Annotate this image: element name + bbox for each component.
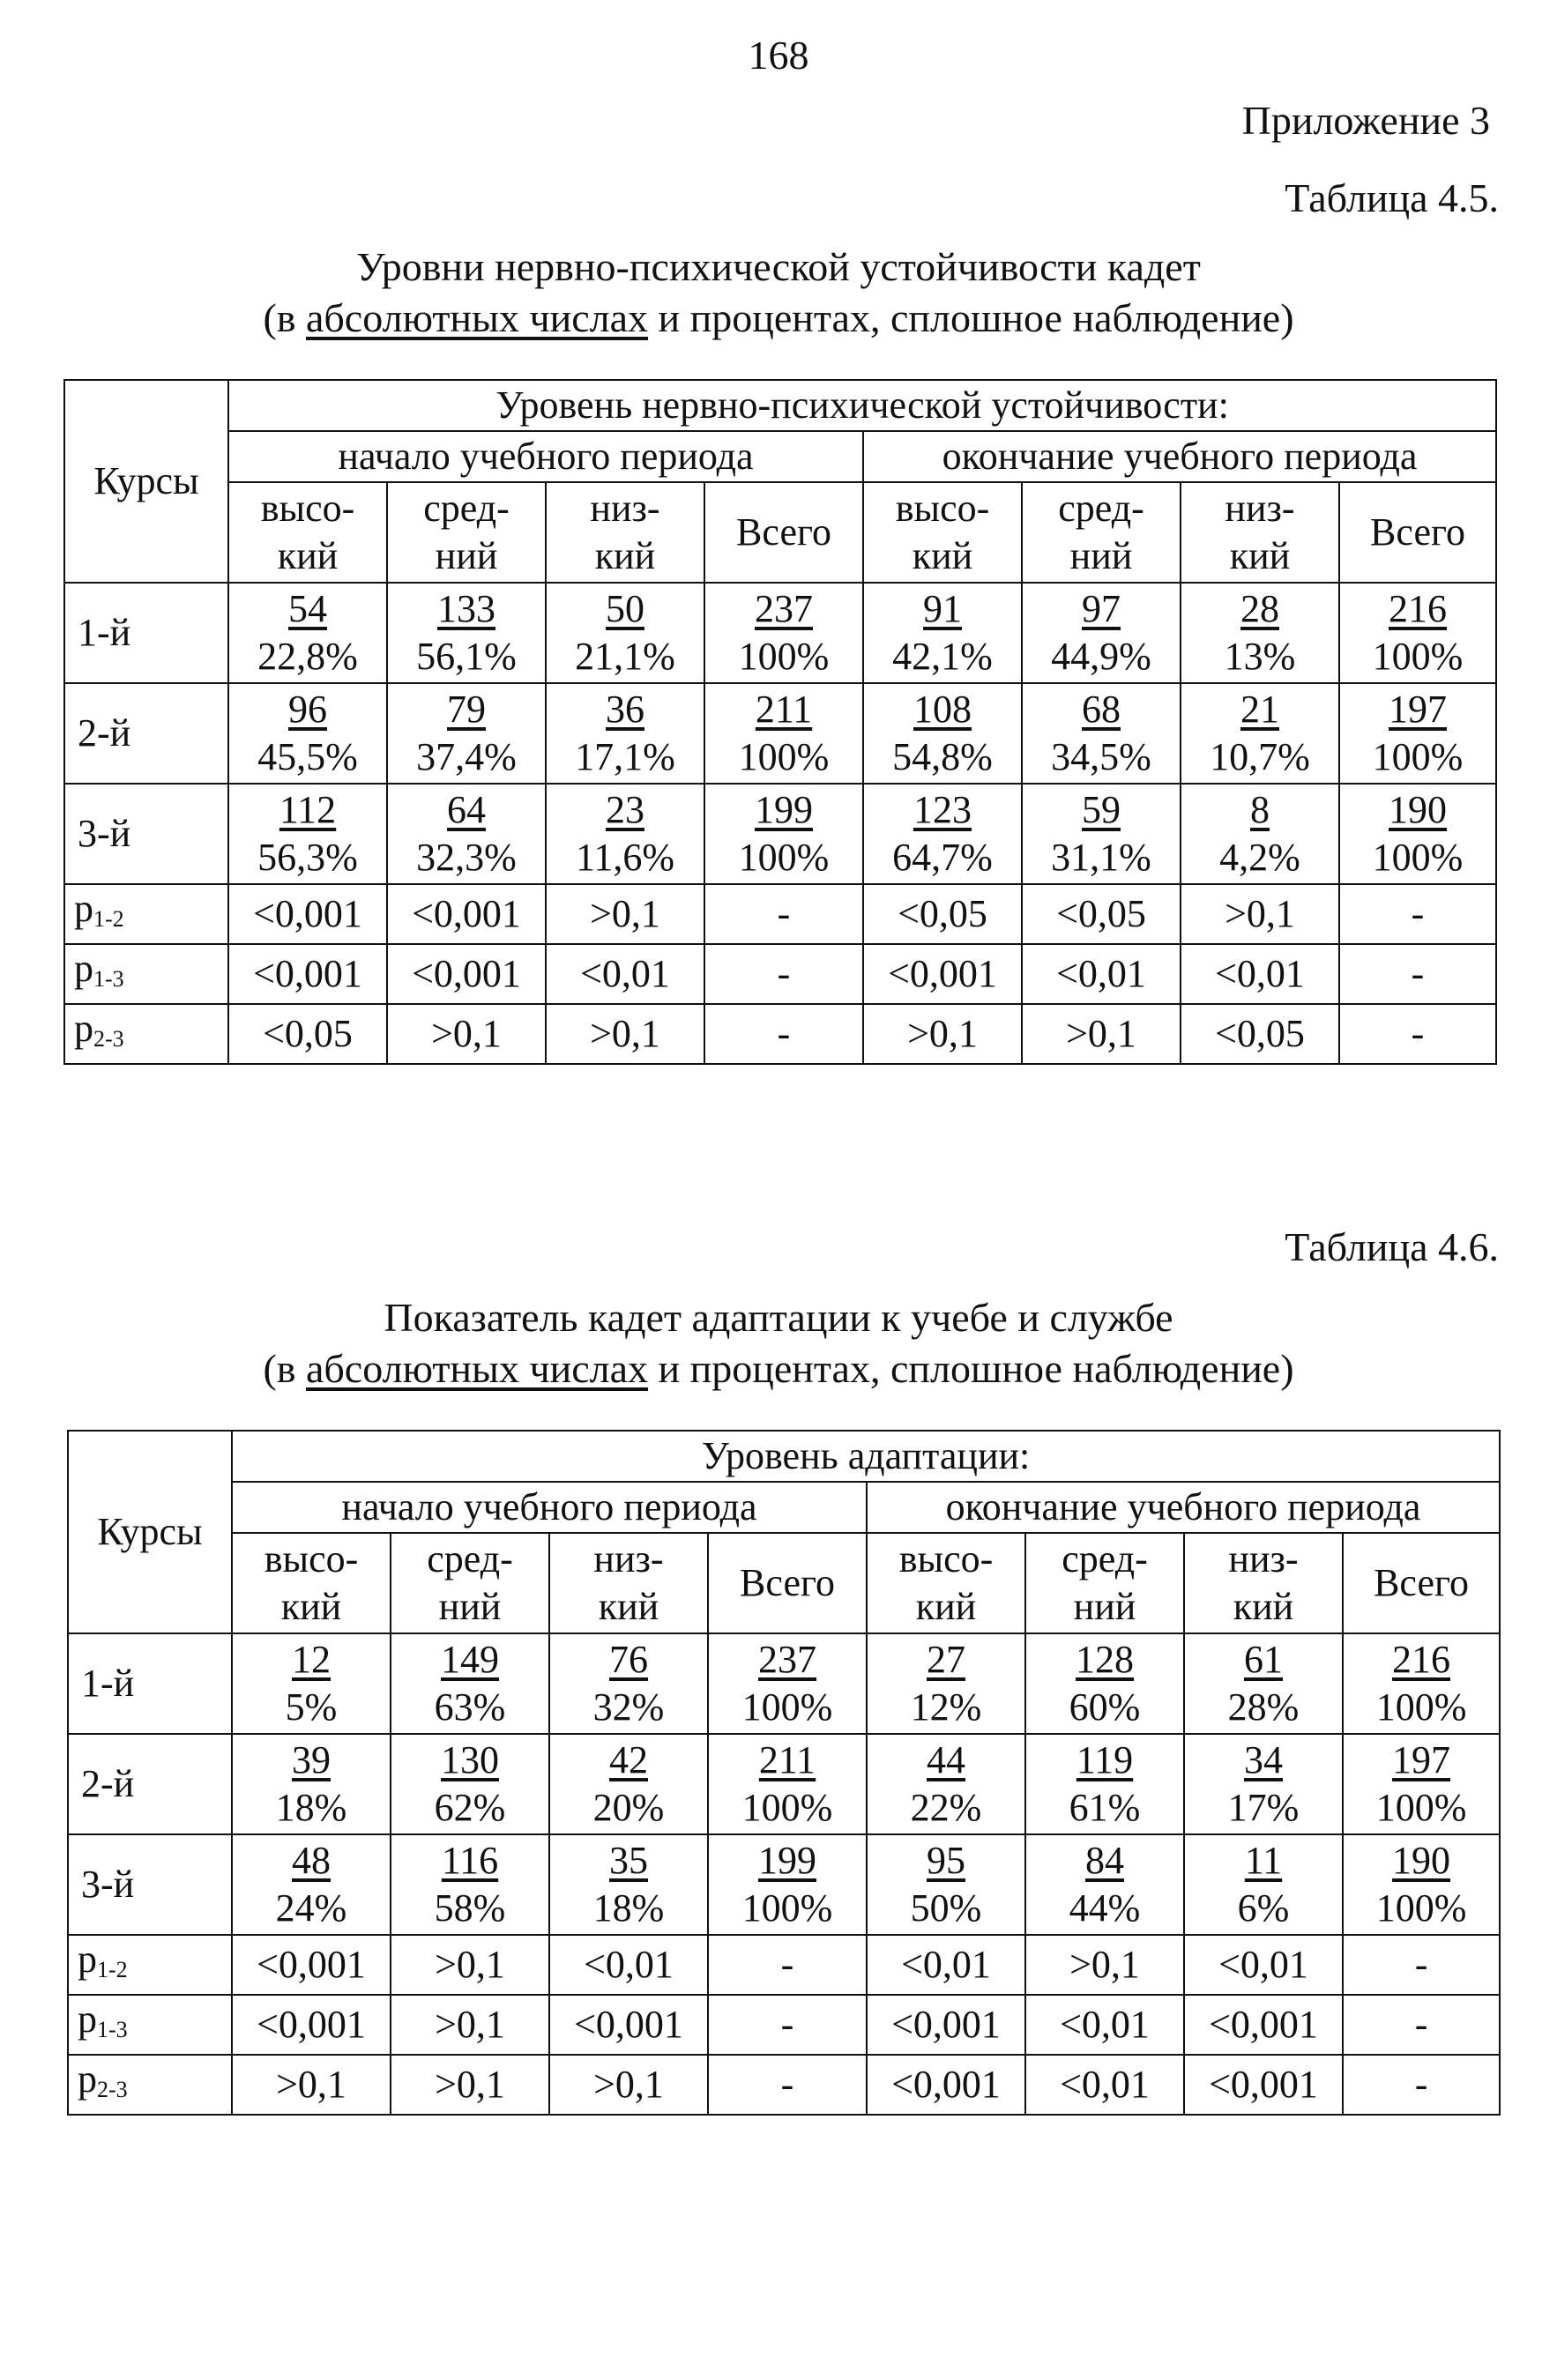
percent-value: 100% <box>1375 1786 1467 1829</box>
value-cell <box>867 1633 1025 1734</box>
p-value-cell: <0,01 <box>867 1935 1025 1995</box>
sub-header-cell <box>1343 1533 1500 1633</box>
count-value: 36 <box>606 688 644 731</box>
p-value-cell: >0,1 <box>863 1004 1022 1064</box>
p-value-cell: <0,01 <box>1181 944 1339 1004</box>
count-value: 61 <box>1244 1638 1283 1681</box>
percent-value: 20% <box>592 1786 665 1829</box>
p-value-cell: - <box>704 884 863 944</box>
header-row <box>68 1431 1500 1482</box>
percent-value: 64,7% <box>892 836 993 879</box>
percent-value: 63% <box>434 1685 506 1729</box>
value-cell <box>704 583 863 683</box>
count-value: 133 <box>437 587 495 630</box>
p-value-row <box>68 1935 1500 1995</box>
p-value-cell: - <box>1343 1995 1500 2055</box>
p-symbol: p <box>78 1997 97 2041</box>
percent-value: 17% <box>1227 1786 1300 1829</box>
sub-header-line: кий <box>912 534 973 577</box>
p-value-cell: - <box>708 1935 867 1995</box>
sub-header-line: кий <box>915 1585 977 1628</box>
p-value-cell: - <box>708 1995 867 2055</box>
sub-header-cell <box>863 482 1022 583</box>
value-cell <box>867 1734 1025 1834</box>
count-value: 21 <box>1240 688 1279 731</box>
sub-header-cell <box>546 482 704 583</box>
count-value: 237 <box>755 587 813 630</box>
percent-value: 17,1% <box>575 735 675 778</box>
percent-value: 18% <box>275 1786 347 1829</box>
p-value-cell: <0,01 <box>1025 2055 1184 2115</box>
percent-value: 100% <box>1372 836 1464 879</box>
sub-header-line: кий <box>277 534 339 577</box>
data-table-4-5 <box>63 379 1497 1065</box>
sub-header-line: Всего <box>736 510 831 554</box>
value-cell <box>549 1834 708 1935</box>
percent-value: 22% <box>910 1786 982 1829</box>
sub-header-line: высо- <box>898 1537 994 1580</box>
sub-header-cell <box>1184 1533 1343 1633</box>
percent-value: 32% <box>592 1685 665 1729</box>
count-value: 12 <box>292 1638 331 1681</box>
count-value: 68 <box>1082 688 1121 731</box>
course-cell: 2-й <box>64 683 228 784</box>
percent-value: 12% <box>910 1685 982 1729</box>
value-cell <box>546 683 704 784</box>
percent-value: 11,6% <box>575 836 675 879</box>
count-value: 76 <box>609 1638 648 1681</box>
p-value-cell: - <box>1339 884 1496 944</box>
value-cell <box>1343 1633 1500 1734</box>
count-value: 190 <box>1392 1839 1451 1882</box>
table-row <box>68 1834 1500 1935</box>
value-cell <box>549 1633 708 1734</box>
value-cell <box>1343 1734 1500 1834</box>
value-cell <box>391 1633 549 1734</box>
header-period-start: начало учебного периода <box>228 431 863 482</box>
percent-value: 100% <box>1372 635 1464 678</box>
p-value-cell: <0,01 <box>546 944 704 1004</box>
p-value-cell: <0,05 <box>863 884 1022 944</box>
p-value-cell: >0,1 <box>232 2055 391 2115</box>
course-cell: 1-й <box>64 583 228 683</box>
value-cell <box>708 1633 867 1734</box>
page-number: 168 <box>748 33 809 78</box>
percent-value: 13% <box>1224 635 1296 678</box>
percent-value: 100% <box>1375 1886 1467 1930</box>
count-value: 119 <box>1076 1738 1134 1781</box>
p-value-cell: <0,001 <box>863 944 1022 1004</box>
count-value: 28 <box>1240 587 1279 630</box>
count-value: 34 <box>1244 1738 1283 1781</box>
percent-value: 100% <box>738 836 830 879</box>
sub-header-cell <box>387 482 546 583</box>
p-value-cell: - <box>704 1004 863 1064</box>
sub-header-line: высо- <box>895 487 990 530</box>
p-value-row <box>64 1004 1496 1064</box>
sub-header-line: низ- <box>1228 1537 1299 1580</box>
header-period-end: окончание учебного периода <box>863 431 1496 482</box>
sub-header-cell <box>1022 482 1181 583</box>
value-cell <box>704 683 863 784</box>
course-cell: 2-й <box>68 1734 232 1834</box>
percent-value: 100% <box>741 1786 833 1829</box>
percent-value: 18% <box>592 1886 665 1930</box>
value-cell <box>1184 1734 1343 1834</box>
p-value-cell: >0,1 <box>387 1004 546 1064</box>
value-cell <box>549 1734 708 1834</box>
count-value: 123 <box>913 788 972 831</box>
count-value: 35 <box>609 1839 648 1882</box>
value-cell <box>1343 1834 1500 1935</box>
value-cell <box>708 1734 867 1834</box>
p-value-cell: <0,001 <box>549 1995 708 2055</box>
value-cell <box>867 1834 1025 1935</box>
p-symbol: p <box>74 1007 93 1050</box>
p-symbol: p <box>78 2057 97 2101</box>
p-value-cell: >0,1 <box>391 1935 549 1995</box>
sub-header-line: ний <box>438 1585 502 1628</box>
table-row <box>64 583 1496 683</box>
value-cell <box>1022 583 1181 683</box>
table-row <box>64 683 1496 784</box>
count-value: 216 <box>1389 587 1447 630</box>
count-value: 128 <box>1076 1638 1134 1681</box>
percent-value: 24% <box>275 1886 347 1930</box>
header-row <box>64 431 1496 482</box>
p-value-cell: <0,001 <box>387 944 546 1004</box>
percent-value: 4,2% <box>1219 836 1300 879</box>
count-value: 197 <box>1389 688 1447 731</box>
count-value: 237 <box>758 1638 816 1681</box>
value-cell <box>391 1834 549 1935</box>
table-label-4-5: Таблица 4.5. <box>1285 175 1499 220</box>
sub-header-line: кий <box>280 1585 342 1628</box>
value-cell <box>546 784 704 884</box>
p-value-cell: - <box>1343 2055 1500 2115</box>
appendix-label: Приложение 3 <box>1241 98 1490 143</box>
percent-value: 21,1% <box>575 635 675 678</box>
course-cell: 3-й <box>68 1834 232 1935</box>
p-value-cell: <0,01 <box>549 1935 708 1995</box>
caption-line-2: (в абсолютных числах и процентах, сплошное наблюдение) <box>263 1346 1294 1391</box>
data-table-4-6 <box>67 1430 1501 2116</box>
p-subscript: 2-3 <box>97 2077 128 2102</box>
table-caption-4-5 <box>0 242 1557 344</box>
p-subscript: 2-3 <box>93 1026 124 1052</box>
value-cell <box>1184 1633 1343 1734</box>
value-cell <box>708 1834 867 1935</box>
count-value: 190 <box>1389 788 1447 831</box>
value-cell <box>704 784 863 884</box>
percent-value: 22,8% <box>257 635 358 678</box>
p-value-cell: - <box>1339 1004 1496 1064</box>
percent-value: 34,5% <box>1051 735 1151 778</box>
percent-value: 58% <box>434 1886 506 1930</box>
percent-value: 54,8% <box>892 735 993 778</box>
sub-header-line: сред- <box>1058 487 1144 530</box>
header-level: Уровень адаптации: <box>232 1431 1500 1482</box>
value-cell <box>391 1734 549 1834</box>
sub-header-line: кий <box>1233 1585 1294 1628</box>
sub-header-line: кий <box>594 534 656 577</box>
value-cell <box>546 583 704 683</box>
count-value: 42 <box>609 1738 648 1781</box>
p-symbol: p <box>74 887 93 930</box>
table-row <box>68 1633 1500 1734</box>
percent-value: 100% <box>738 635 830 678</box>
value-cell <box>232 1633 391 1734</box>
p-value-cell: <0,01 <box>1022 944 1181 1004</box>
percent-value: 56,3% <box>257 836 358 879</box>
value-cell <box>1339 583 1496 683</box>
p-value-cell: >0,1 <box>1022 1004 1181 1064</box>
p-value-cell: <0,05 <box>228 1004 387 1064</box>
count-value: 8 <box>1250 788 1270 831</box>
p-label-cell <box>64 944 228 1004</box>
p-value-cell: <0,001 <box>232 1935 391 1995</box>
value-cell <box>232 1834 391 1935</box>
sub-header-cell <box>549 1533 708 1633</box>
percent-value: 44% <box>1069 1886 1141 1930</box>
sub-header-line: низ- <box>593 1537 664 1580</box>
value-cell <box>1181 583 1339 683</box>
count-value: 79 <box>447 688 486 731</box>
value-cell <box>1022 784 1181 884</box>
sub-header-line: ний <box>1069 534 1133 577</box>
p-label-cell <box>68 1935 232 1995</box>
sub-header-cell <box>1181 482 1339 583</box>
count-value: 84 <box>1085 1839 1124 1882</box>
value-cell <box>863 683 1022 784</box>
percent-value: 10,7% <box>1210 735 1310 778</box>
value-cell <box>1339 784 1496 884</box>
p-value-cell: <0,001 <box>867 2055 1025 2115</box>
count-value: 96 <box>288 688 327 731</box>
p-value-cell: <0,05 <box>1181 1004 1339 1064</box>
sub-header-cell <box>1025 1533 1184 1633</box>
p-value-cell: - <box>704 944 863 1004</box>
table-row <box>64 784 1496 884</box>
p-label-cell <box>64 1004 228 1064</box>
header-row <box>64 482 1496 583</box>
percent-value: 50% <box>910 1886 982 1930</box>
p-value-cell: >0,1 <box>1025 1935 1184 1995</box>
value-cell <box>228 784 387 884</box>
value-cell <box>863 583 1022 683</box>
count-value: 108 <box>913 688 972 731</box>
p-value-row <box>64 944 1496 1004</box>
percent-value: 31,1% <box>1051 836 1151 879</box>
count-value: 211 <box>758 1738 816 1781</box>
p-value-cell: >0,1 <box>546 884 704 944</box>
p-value-cell: >0,1 <box>1181 884 1339 944</box>
table-caption-4-6 <box>0 1292 1557 1395</box>
count-value: 97 <box>1082 587 1121 630</box>
value-cell <box>387 583 546 683</box>
p-subscript: 1-2 <box>97 1957 128 1982</box>
count-value: 95 <box>927 1839 965 1882</box>
value-cell <box>1025 1834 1184 1935</box>
count-value: 54 <box>288 587 327 630</box>
p-value-cell: <0,001 <box>228 884 387 944</box>
count-value: 50 <box>606 587 644 630</box>
caption-line-1: Уровни нервно-психической устойчивости кадет <box>356 244 1201 289</box>
count-value: 199 <box>755 788 813 831</box>
p-value-cell: >0,1 <box>549 2055 708 2115</box>
p-label-cell <box>64 884 228 944</box>
p-value-cell: >0,1 <box>391 2055 549 2115</box>
p-value-cell: <0,001 <box>867 1995 1025 2055</box>
course-cell: 1-й <box>68 1633 232 1734</box>
sub-header-line: сред- <box>1062 1537 1148 1580</box>
percent-value: 62% <box>434 1786 506 1829</box>
value-cell <box>228 583 387 683</box>
sub-header-cell <box>232 1533 391 1633</box>
value-cell <box>387 784 546 884</box>
sub-header-line: кий <box>598 1585 659 1628</box>
p-value-cell: <0,05 <box>1022 884 1181 944</box>
count-value: 11 <box>1244 1839 1283 1882</box>
table-label-4-6: Таблица 4.6. <box>1285 1224 1499 1269</box>
sub-header-cell <box>391 1533 549 1633</box>
p-value-cell: <0,01 <box>1025 1995 1184 2055</box>
p-subscript: 1-2 <box>93 906 124 932</box>
percent-value: 60% <box>1069 1685 1141 1729</box>
sub-header-line: ний <box>435 534 498 577</box>
count-value: 149 <box>441 1638 499 1681</box>
sub-header-line: сред- <box>427 1537 513 1580</box>
count-value: 39 <box>292 1738 331 1781</box>
count-value: 216 <box>1392 1638 1451 1681</box>
value-cell <box>1025 1734 1184 1834</box>
sub-header-cell <box>704 482 863 583</box>
percent-value: 37,4% <box>416 735 517 778</box>
percent-value: 100% <box>1372 735 1464 778</box>
sub-header-line: Всего <box>740 1561 835 1604</box>
header-courses: Курсы <box>64 380 228 583</box>
p-value-cell: <0,001 <box>1184 2055 1343 2115</box>
count-value: 23 <box>606 788 644 831</box>
value-cell <box>1339 683 1496 784</box>
sub-header-line: сред- <box>423 487 510 530</box>
percent-value: 32,3% <box>416 836 517 879</box>
p-value-cell: <0,001 <box>232 1995 391 2055</box>
count-value: 91 <box>923 587 962 630</box>
p-label-cell <box>68 2055 232 2115</box>
p-symbol: p <box>74 947 93 990</box>
header-row <box>64 380 1496 431</box>
percent-value: 56,1% <box>416 635 517 678</box>
count-value: 211 <box>755 688 813 731</box>
value-cell <box>387 683 546 784</box>
percent-value: 5% <box>285 1685 338 1729</box>
p-symbol: p <box>78 1937 97 1981</box>
sub-header-line: Всего <box>1370 510 1465 554</box>
p-value-cell: <0,001 <box>228 944 387 1004</box>
count-value: 27 <box>927 1638 965 1681</box>
sub-header-cell <box>1339 482 1496 583</box>
p-subscript: 1-3 <box>97 2017 128 2042</box>
sub-header-cell <box>867 1533 1025 1633</box>
percent-value: 44,9% <box>1051 635 1151 678</box>
percent-value: 61% <box>1069 1786 1141 1829</box>
header-level: Уровень нервно-психической устойчивости: <box>228 380 1496 431</box>
p-value-cell: >0,1 <box>391 1995 549 2055</box>
value-cell <box>1184 1834 1343 1935</box>
sub-header-line: низ- <box>590 487 660 530</box>
p-value-row <box>64 884 1496 944</box>
header-row <box>68 1482 1500 1533</box>
percent-value: 100% <box>741 1685 833 1729</box>
course-cell: 3-й <box>64 784 228 884</box>
caption-line-1: Показатель кадет адаптации к учебе и службе <box>384 1295 1173 1340</box>
percent-value: 45,5% <box>257 735 358 778</box>
p-value-row <box>68 1995 1500 2055</box>
sub-header-line: Всего <box>1374 1561 1469 1604</box>
header-courses: Курсы <box>68 1431 232 1633</box>
count-value: 130 <box>441 1738 499 1781</box>
count-value: 48 <box>292 1839 331 1882</box>
p-value-cell: - <box>1343 1935 1500 1995</box>
percent-value: 6% <box>1237 1886 1290 1930</box>
header-row <box>68 1533 1500 1633</box>
value-cell <box>1181 784 1339 884</box>
sub-header-line: высо- <box>260 487 355 530</box>
count-value: 44 <box>927 1738 965 1781</box>
percent-value: 100% <box>1375 1685 1467 1729</box>
p-value-row <box>68 2055 1500 2115</box>
sub-header-cell <box>228 482 387 583</box>
value-cell <box>1181 683 1339 784</box>
p-value-cell: <0,001 <box>1184 1995 1343 2055</box>
count-value: 116 <box>441 1839 499 1882</box>
sub-header-cell <box>708 1533 867 1633</box>
count-value: 112 <box>279 788 337 831</box>
percent-value: 28% <box>1227 1685 1300 1729</box>
table-row <box>68 1734 1500 1834</box>
count-value: 59 <box>1082 788 1121 831</box>
sub-header-line: высо- <box>264 1537 359 1580</box>
value-cell <box>1022 683 1181 784</box>
value-cell <box>863 784 1022 884</box>
count-value: 64 <box>447 788 486 831</box>
p-label-cell <box>68 1995 232 2055</box>
p-value-cell: <0,001 <box>387 884 546 944</box>
value-cell <box>1025 1633 1184 1734</box>
sub-header-line: кий <box>1229 534 1291 577</box>
caption-line-2: (в абсолютных числах и процентах, сплошное наблюдение) <box>263 295 1294 340</box>
value-cell <box>232 1734 391 1834</box>
count-value: 199 <box>758 1839 816 1882</box>
value-cell <box>228 683 387 784</box>
header-period-end: окончание учебного периода <box>867 1482 1500 1533</box>
p-value-cell: - <box>708 2055 867 2115</box>
p-value-cell: - <box>1339 944 1496 1004</box>
p-subscript: 1-3 <box>93 966 124 992</box>
p-value-cell: >0,1 <box>546 1004 704 1064</box>
sub-header-line: ний <box>1073 1585 1136 1628</box>
percent-value: 100% <box>738 735 830 778</box>
sub-header-line: низ- <box>1225 487 1295 530</box>
header-period-start: начало учебного периода <box>232 1482 867 1533</box>
count-value: 197 <box>1392 1738 1451 1781</box>
percent-value: 100% <box>741 1886 833 1930</box>
percent-value: 42,1% <box>892 635 993 678</box>
p-value-cell: <0,01 <box>1184 1935 1343 1995</box>
